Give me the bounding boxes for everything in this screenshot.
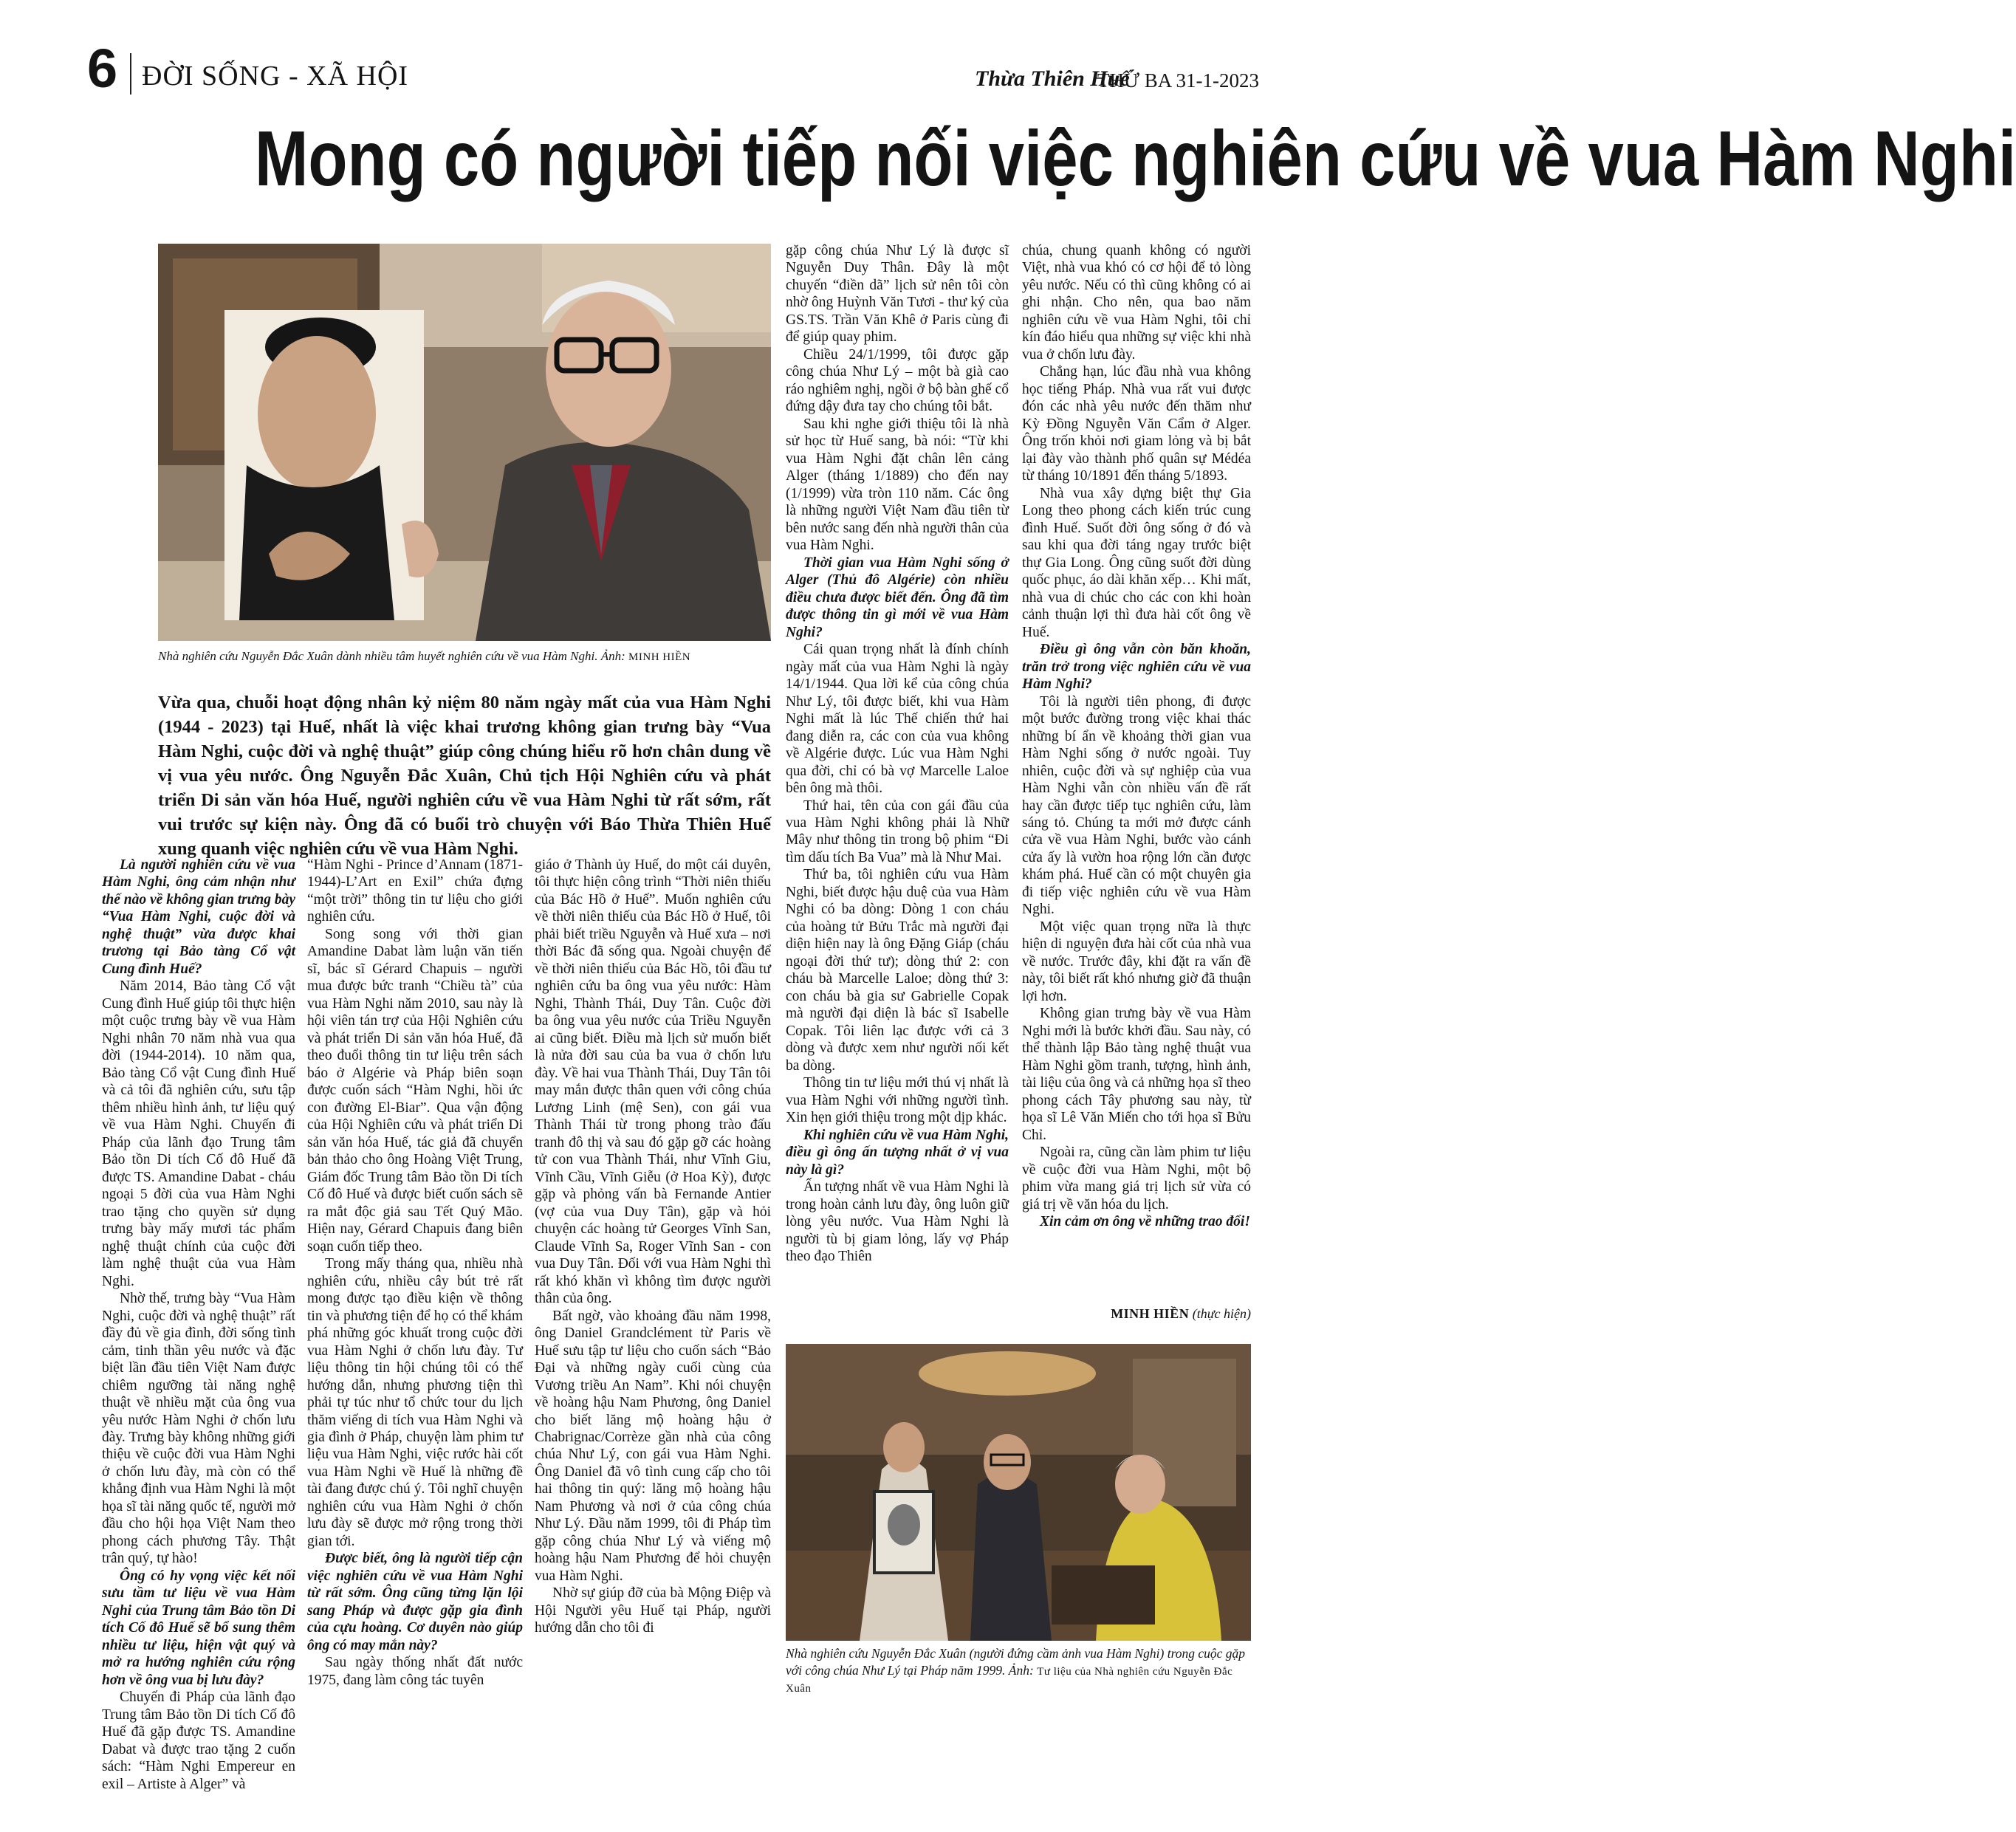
- interview-question: Ông có hy vọng việc kết nối sưu tầm tư liệu về vua Hàm Nghi của Trung tâm Bảo tồn Di tích Cố đô Huế sẽ bổ sung thêm nhiều tư liệu, hiện vật quý và mở ra hướng nghiên cứu rộng hơn về ông vua bị lưu đày?: [102, 1568, 295, 1688]
- interview-question: Là người nghiên cứu về vua Hàm Nghi, ông cảm nhận như thế nào về không gian trưng bày “Vua Hàm Nghi, cuộc đời và nghệ thuật” vừa được khai trương tại Bảo tàng Cổ vật Cung đình Huế?: [102, 857, 295, 977]
- article-lead: Vừa qua, chuỗi hoạt động nhân kỷ niệm 80 năm ngày mất của vua Hàm Nghi (1944 - 2023) tại Huế, nhất là việc khai trương không gian trưng bày “Vua Hàm Nghi, cuộc đời và nghệ thuật” giúp công chúng hiểu rõ hơn chân dung về vị vua yêu nước. Ông Nguyễn Đắc Xuân, Chủ tịch Hội Nghiên cứu và phát triển Di sản văn hóa Huế, người nghiên cứu về vua Hàm Nghi từ rất sớm, rất vui trước sự kiện này. Ông đã có buổi trò chuyện với Báo Thừa Thiên Huế xung quanh việc nghiên cứu về vua Hàm Nghi.: [158, 693, 771, 860]
- body-paragraph: Một việc quan trọng nữa là thực hiện di nguyện đưa hài cốt của nhà vua về nước. Trước đây, khi đặt ra vấn đề này, tôi biết rất khó nhưng giờ đã thuận lợi hơn.: [1022, 919, 1251, 1004]
- body-paragraph: “Hàm Nghi - Prince d’Annam (1871-1944)-L’Art en Exil” chứa đựng “một trời” thông tin tư liệu cho giới nghiên cứu.: [307, 857, 523, 925]
- section-title: ĐỜI SỐNG - XÃ HỘI: [142, 61, 409, 92]
- text-column-2: [307, 857, 523, 1689]
- body-paragraph: Năm 2014, Bảo tàng Cổ vật Cung đình Huế giúp tôi thực hiện một cuộc trưng bày về vua Hàm Nghi nhân 70 năm nhà vua qua đời (1944-2014). 10 năm qua, Bảo tàng Cổ vật Cung đình Huế và cả tôi đã nghiên cứu, sưu tập thêm nhiều hình ảnh, tư liệu quý về vua Hàm Nghi. Chuyến đi Pháp của lãnh đạo Trung tâm Bảo tồn Di tích Cố đô Huế đã được TS. Amandine Dabat - cháu ngoại 5 đời của vua Hàm Nghi trao tặng cho quyền sử dụng trưng bày mấy mươi tác phẩm nghệ thuật chính của cuộc đời làm nghệ thuật của vua Hàm Nghi.: [102, 978, 295, 1289]
- photo1-credit: MINH HIỀN: [628, 651, 691, 663]
- interview-question: Được biết, ông là người tiếp cận việc nghiên cứu về vua Hàm Nghi từ rất sớm. Ông cũng từng lặn lội sang Pháp và được gặp gia đình của cựu hoàng. Cơ duyên nào giúp ông có may mắn này?: [307, 1551, 523, 1653]
- photo-meeting-princess-nhu-ly: [786, 1344, 1251, 1641]
- page-number: 6: [87, 38, 118, 99]
- photo1-caption-text: Nhà nghiên cứu Nguyễn Đắc Xuân dành nhiều tâm huyết nghiên cứu về vua Hàm Nghi. Ảnh:: [158, 649, 625, 663]
- body-paragraph: chúa, chung quanh không có người Việt, nhà vua khó có cơ hội để tỏ lòng yêu nước. Nếu có thì cũng không có ai ghi nhận. Cho nên, qua bao năm nghiên cứu về vua Hàm Nghi, tôi chỉ kín đáo hiểu qua những sự việc khi nhà vua ở chốn lưu đày.: [1022, 243, 1251, 363]
- photo2-caption-text: Nhà nghiên cứu Nguyễn Đắc Xuân (người đứng cầm ảnh vua Hàm Nghi) trong cuộc gặp với công chúa Như Lý tại Pháp năm 1999. Ảnh:: [786, 1646, 1246, 1678]
- header-divider: [130, 53, 131, 95]
- byline-role: (thực hiện): [1192, 1306, 1251, 1321]
- body-paragraph: Chẳng hạn, lúc đầu nhà vua không học tiếng Pháp. Nhà vua rất vui được đón các nhà yêu nước đến thăm như Kỳ Đồng Nguyễn Văn Cẩm ở Alger. Ông trốn khỏi nơi giam lỏng và bị bắt lại đày vào thành phố quân sự Médéa từ tháng 10/1891 đến tháng 5/1893.: [1022, 364, 1251, 484]
- byline: [1022, 1307, 1251, 1320]
- body-paragraph: Nhờ sự giúp đỡ của bà Mộng Điệp và Hội Người yêu Huế tại Pháp, người hướng dẫn cho tôi đi: [535, 1585, 771, 1636]
- body-paragraph: Thông tin tư liệu mới thú vị nhất là vua Hàm Nghi với những người tình. Xin hẹn giới thiệu trong một dịp khác.: [786, 1075, 1009, 1126]
- text-column-5: [1022, 242, 1251, 1231]
- photo1-caption: [158, 648, 771, 665]
- body-paragraph: gặp công chúa Như Lý là được sĩ Nguyễn Duy Thân. Đây là một chuyến “điền dã” lịch sử nên tôi còn nhờ ông Huỳnh Văn Tươi - thư ký của GS.TS. Trần Văn Khê ở Paris cùng đi để giúp quay phim.: [786, 243, 1009, 346]
- body-paragraph: Nhà vua xây dựng biệt thự Gia Long theo phong cách kiến trúc cung đình Huế. Suốt đời ông sống ở đó và sau khi qua đời táng ngay trước biệt thự Gia Long. Ông cũng suốt đời dùng quốc phục, áo dài khăn xếp… Khi mất, nhà vua di chúc cho các con khi hoàn cảnh thuận lợi thì đưa hài cốt ông về Huế.: [1022, 485, 1251, 640]
- body-paragraph: Bất ngờ, vào khoảng đầu năm 1998, ông Daniel Grandclément từ Paris về Huế sưu tập tư liệu cho cuốn sách “Bảo Đại và những ngày cuối cùng của Vương triều An Nam”. Khi nói chuyện về hoàng hậu Nam Phương, ông Daniel cho biết lăng mộ hoàng hậu ở Chabrignac/Corrèze gần nhà của công chúa Như Lý, con gái vua Hàm Nghi. Ông Daniel đã vô tình cung cấp cho tôi hai thông tin quý: lăng mộ hoàng hậu Nam Phương và nơi ở của công chúa Như Lý. Đầu năm 1999, tôi đi Pháp tìm gặp công chúa Như Lý và viếng mộ hoàng hậu Nam Phương để hỏi chuyện vua Hàm Nghi.: [535, 1308, 771, 1584]
- newspaper-name: Thừa Thiên Huế: [975, 66, 1130, 91]
- photo2-caption: [786, 1645, 1251, 1697]
- body-paragraph: Nhờ thế, trưng bày “Vua Hàm Nghi, cuộc đời và nghệ thuật” rất đầy đủ về gia đình, đời sống tình cảm, tinh thần yêu nước và đặc biệt lần đầu tiên Việt Nam được chiêm ngưỡng tài năng nghệ thuật về nhiều mặt của ông vua yêu nước Hàm Nghi ở chốn lưu đày. Trưng bày không những giới thiệu về cuộc đời vua Hàm Nghi ở chốn lưu đày, mà còn có thể khẳng định vua Hàm Nghi là một họa sĩ tài năng quốc tế, người mở đầu cho hội họa Việt Nam theo phong cách phương Tây. Thật trân quý, tự hào!: [102, 1291, 295, 1567]
- interview-question: Thời gian vua Hàm Nghi sống ở Alger (Thủ đô Algérie) còn nhiều điều chưa được biết đến. Ông đã tìm được thông tin gì mới về vua Hàm Nghi?: [786, 555, 1009, 640]
- body-paragraph: Trong mấy tháng qua, nhiều nhà nghiên cứu, nhiều cây bút trẻ rất mong được tạo điều kiện về thông tin và phương tiện để họ có thể khám phá những góc khuất trong cuộc đời vua Hàm Nghi ở chốn lưu đày. Tư liệu thông tin hội chúng tôi có thể hướng dẫn, nhưng phương tiện thì phải tự túc như tổ chức tour du lịch thăm viếng di tích vua Hàm Nghi và gia đình ở Pháp, chuyện làm phim tư liệu vua Hàm Nghi, việc rước hài cốt vua Hàm Nghi về Huế là những đề tài đang được chú ý. Tôi nghĩ chuyện nghiên cứu vua Hàm Nghi ở chốn lưu đày sẽ được mở rộng trong thời gian tới.: [307, 1256, 523, 1549]
- photo-researcher-with-portrait: [158, 244, 771, 641]
- body-paragraph: Sau khi nghe giới thiệu tôi là nhà sử học từ Huế sang, bà nói: “Từ khi vua Hàm Nghi đặt chân lên cảng Alger (tháng 1/1889) cho đến nay (1/1999) vừa tròn 110 năm. Các ông là những người Việt Nam đầu tiên từ bên nước sang đến nhà người thân của vua Hàm Nghi.: [786, 416, 1009, 554]
- issue-date: THỨ BA 31-1-2023: [1097, 69, 1259, 92]
- interview-question: Xin cảm ơn ông về những trao đổi!: [1040, 1214, 1250, 1230]
- body-paragraph: Chiều 24/1/1999, tôi được gặp công chúa Như Lý – một bà già cao ráo nghiêm nghị, ngồi ở bộ bàn ghế cổ đứng dậy đưa tay cho chúng tôi bắt.: [786, 346, 1009, 415]
- photo2-credit: Tư liệu của Nhà nghiên cứu Nguyễn Đắc Xuân: [786, 1665, 1233, 1695]
- body-paragraph: Song song với thời gian Amandine Dabat làm luận văn tiến sĩ, bác sĩ Gérard Chapuis – người mua được bức tranh “Chiều tà” của vua Hàm Nghi năm 2010, sau này là hội viên tán trợ của Hội Nghiên cứu và phát triển Di sản văn hóa Huế, đã theo đuổi thông tin tư liệu trên sách báo ở Algérie và Pháp biên soạn được cuốn sách “Hàm Nghi, hồi ức con đường El-Biar”. Qua vận động của Hội Nghiên cứu và phát triển Di sản văn hóa Huế, tác giả đã chuyển bản thảo cho ông Hoàng Việt Trung, Giám đốc Trung tâm Bảo tồn Di tích Cố đô Huế và được biết cuốn sách sẽ ra mắt độc giả sau Tết Quý Mão. Hiện nay, Gérard Chapuis đang biên soạn cuốn tiếp theo.: [307, 926, 523, 1255]
- interview-question: Khi nghiên cứu về vua Hàm Nghi, điều gì ông ấn tượng nhất ở vị vua này là gì?: [786, 1127, 1009, 1178]
- body-paragraph: Thứ ba, tôi nghiên cứu vua Hàm Nghi, biết được hậu duệ của vua Hàm Nghi có ba dòng: Dòng 1 con cháu của hoàng tử Bửu Trắc mà người đại diện hiện nay là ông Đặng Giáp (cháu ngoại đời thứ tư); dòng thứ 2: con cháu bà Marcelle Laloe; dòng thứ 3: con cháu bà gia sư Gabrielle Copak mà người đại diện là bác sĩ Isabelle Copak. Tôi liên lạc được với cả 3 dòng và được xem như người nối kết ba dòng.: [786, 867, 1009, 1074]
- text-column-4: [786, 242, 1009, 1266]
- interview-question: Điều gì ông vẫn còn băn khoăn, trăn trở trong việc nghiên cứu về vua Hàm Nghi?: [1022, 642, 1251, 693]
- body-paragraph: Không gian trưng bày về vua Hàm Nghi mới là bước khởi đầu. Sau này, có thể thành lập Bảo tàng nghệ thuật vua Hàm Nghi gồm tranh, tượng, hình ảnh, tài liệu của ông và cả những họa sĩ theo phong cách Tây phương sau này, từ họa sĩ Lê Văn Miến cho tới họa sĩ Bửu Chỉ.: [1022, 1006, 1251, 1143]
- body-paragraph: Sau ngày thống nhất đất nước 1975, đang làm công tác tuyên: [307, 1655, 523, 1688]
- headline: Mong có người tiếp nối việc nghiên cứu về vua Hàm Nghi: [255, 115, 2016, 202]
- text-column-1: [102, 857, 295, 1793]
- body-paragraph: Cái quan trọng nhất là đính chính ngày mất của vua Hàm Nghi là ngày 14/1/1944. Qua lời kể của công chúa Như Lý, tôi được biết, khi vua Hàm Nghi mất là lúc Thế chiến thứ hai đang diễn ra, các con của vua không về Algérie được. Lúc vua Hàm Nghi qua đời, chỉ có bà vợ Marcelle Laloe bên ông mà thôi.: [786, 642, 1009, 797]
- text-column-3: [535, 857, 771, 1637]
- body-paragraph: Thứ hai, tên của con gái đầu của vua Hàm Nghi không phải là Nhữ Mây như thông tin trong bộ phim “Đi tìm dấu tích Ba Vua” mà là Như Mai.: [786, 797, 1009, 865]
- body-paragraph: Ấn tượng nhất về vua Hàm Nghi là trong hoàn cảnh lưu đày, ông luôn giữ lòng yêu nước. Vua Hàm Nghi là người tù bị giam lỏng, lấy vợ Pháp theo đạo Thiên: [786, 1179, 1009, 1265]
- body-paragraph: Tôi là người tiên phong, đi được một bước đường trong việc khai thác những bí ẩn về khoảng thời gian vua Hàm Nghi sống ở nước ngoài. Tuy nhiên, cuộc đời và sự nghiệp của vua Hàm Nghi vẫn còn nhiều vấn đề rất hay cần được tiếp tục nghiên cứu, làm sáng tỏ. Chúng ta mới mở được cánh cửa về vua Hàm Nghi, bước vào cánh cửa ấy là vườn hoa rộng lớn cần được khám phá. Huế cần có một chuyên gia đi tiếp việc nghiên cứu về vua Hàm Nghi.: [1022, 693, 1251, 918]
- byline-name: MINH HIỀN: [1111, 1306, 1190, 1321]
- body-paragraph: Chuyến đi Pháp của lãnh đạo Trung tâm Bảo tồn Di tích Cố đô Huế đã gặp được TS. Amandine Dabat và được trao tặng 2 cuốn sách: “Hàm Nghi Empereur en exil – Artiste à Alger” và: [102, 1689, 295, 1792]
- body-paragraph: Ngoài ra, cũng cần làm phim tư liệu về cuộc đời vua Hàm Nghi, một bộ phim vừa mang giá trị lịch sử vừa có giá trị về văn hóa du lịch.: [1022, 1145, 1251, 1212]
- held-portrait-image: [224, 310, 424, 620]
- body-paragraph: giáo ở Thành ủy Huế, do một cái duyên, tôi thực hiện công trình “Thời niên thiếu của Bác Hồ ở Huế”. Muốn nghiên cứu về thời niên thiếu của Bác Hồ ở Huế, tôi phải biết triều Nguyễn và Huế xưa – nơi thời Bác đã sống qua. Ngoài chuyện để về thời niên thiếu của Bác Hồ, tôi đầu tư nghiên cứu ba ông vua yêu nước: Hàm Nghi, Thành Thái, Duy Tân. Cuộc đời ba ông vua yêu nước của Triều Nguyễn ai cũng biết. Điều mà lịch sử muốn biết là nửa đời sau của ba vua ở chốn lưu đày. Về hai vua Thành Thái, Duy Tân tôi may mắn được thân quen với công chúa Lương Linh (mệ Sen), con gái vua Thành Thái từ trong phong trào đấu tranh đô thị và sau đó gặp gỡ các hoàng tử con vua Thành Thái, như Vĩnh Giu, Vĩnh Cầu, Vĩnh Giễu (ở Hoa Kỳ), được gặp và phỏng vấn bà Fernande Antier (vợ của vua Duy Tân), gặp và hỏi chuyện các hoàng tử Georges Vĩnh San, Claude Vĩnh Sa, Roger Vĩnh San - con vua Duy Tân. Đối với vua Hàm Nghi thì rất khó khăn vì không tìm được người thân của ông.: [535, 857, 771, 1307]
